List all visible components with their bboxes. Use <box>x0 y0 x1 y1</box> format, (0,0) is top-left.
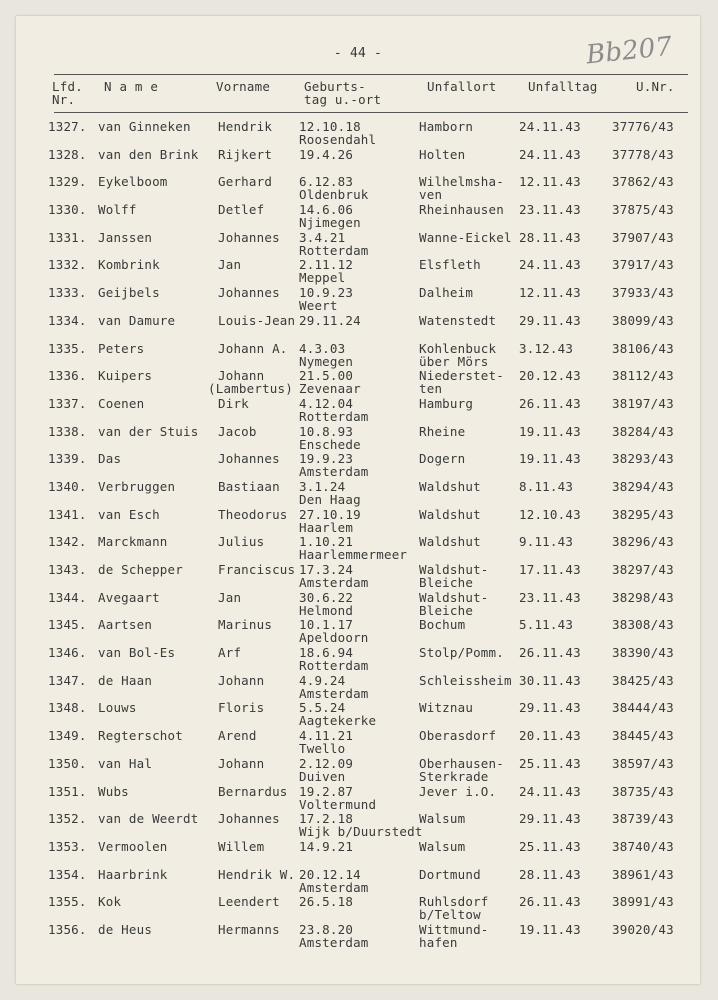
row-name: Coenen <box>98 395 145 411</box>
table-row <box>16 923 700 951</box>
row-unfalltag: 3.12.43 <box>519 340 574 356</box>
row-unr: 38390/43 <box>612 645 674 661</box>
row-vorname: Johann A. <box>218 340 288 356</box>
row-vorname: Hendrik <box>218 119 273 134</box>
table-row <box>16 591 700 619</box>
row-geburt: 5.5.24 Aagtekerke <box>299 700 377 729</box>
row-vorname: Willem <box>218 838 265 854</box>
row-geburt: 29.11.24 <box>299 312 361 328</box>
row-number: 1344. <box>48 589 87 605</box>
row-geburt: 19.9.23 Amsterdam <box>299 451 369 480</box>
row-geburt: 21.5.00 Zevenaar <box>299 368 361 397</box>
row-number: 1343. <box>48 562 87 577</box>
row-unfalltag: 30.11.43 <box>519 672 581 688</box>
row-unr: 38294/43 <box>612 478 674 494</box>
row-vorname: Franciscus <box>218 562 296 577</box>
row-number: 1347. <box>48 672 87 688</box>
row-unr: 37776/43 <box>612 119 674 134</box>
row-unfalltag: 12.10.43 <box>519 506 581 522</box>
row-unr: 38099/43 <box>612 312 674 328</box>
row-unfallort: Jever i.O. <box>419 783 497 799</box>
header-bottom-rule <box>54 112 688 113</box>
row-number: 1335. <box>48 340 87 356</box>
row-vorname: Leendert <box>218 894 280 910</box>
row-name: de Haan <box>98 672 153 688</box>
row-geburt: 12.10.18 Roosendahl <box>299 119 377 147</box>
row-name: van Esch <box>98 506 160 522</box>
row-unfallort: Wilhelmsha- ven <box>419 174 504 203</box>
row-geburt: 6.12.83 Oldenbruk <box>299 174 369 203</box>
row-name: van den Brink <box>98 146 199 162</box>
row-vorname: Jan <box>218 589 242 605</box>
row-unfallort: Dortmund <box>419 866 481 882</box>
header-geburt: Geburts- tag u.-ort <box>304 79 382 107</box>
row-unr: 38961/43 <box>612 866 674 882</box>
row-vorname: Johannes <box>218 811 280 827</box>
row-vorname: Johann <box>218 672 265 688</box>
header-lfd-nr: Lfd. Nr. <box>52 79 83 107</box>
row-unr: 37933/43 <box>612 285 674 301</box>
row-unfallort: Schleissheim <box>419 672 512 688</box>
row-name: Kombrink <box>98 257 160 273</box>
row-name: van der Stuis <box>98 423 199 439</box>
row-unfallort: Rheine <box>419 423 466 439</box>
row-unr: 38425/43 <box>612 672 674 688</box>
row-vorname: Bernardus <box>218 783 288 799</box>
row-unfalltag: 12.11.43 <box>519 285 581 301</box>
row-number: 1328. <box>48 146 87 162</box>
row-unfalltag: 25.11.43 <box>519 838 581 854</box>
row-geburt: 2.12.09 Duiven <box>299 755 354 784</box>
header-unfallort: Unfallort <box>427 79 497 94</box>
row-vorname: Bastiaan <box>218 478 280 494</box>
row-number: 1346. <box>48 645 87 661</box>
row-unfalltag: 26.11.43 <box>519 645 581 661</box>
table-row <box>16 148 700 176</box>
row-unr: 38991/43 <box>612 894 674 910</box>
row-unr: 38597/43 <box>612 755 674 771</box>
row-unfallort: Witznau <box>419 700 474 716</box>
row-number: 1332. <box>48 257 87 273</box>
row-number: 1330. <box>48 202 87 218</box>
row-unfallort: Walsum <box>419 811 466 827</box>
row-geburt: 3.1.24 Den Haag <box>299 478 361 507</box>
row-name: Aartsen <box>98 617 153 633</box>
row-number: 1353. <box>48 838 87 854</box>
row-number: 1331. <box>48 229 87 245</box>
row-unr: 38297/43 <box>612 562 674 577</box>
row-name: van Damure <box>98 312 176 328</box>
row-unfalltag: 24.11.43 <box>519 783 581 799</box>
row-geburt: 4.9.24 Amsterdam <box>299 672 369 701</box>
row-unfalltag: 29.11.43 <box>519 700 581 716</box>
row-unfalltag: 24.11.43 <box>519 146 581 162</box>
row-unfalltag: 8.11.43 <box>519 478 574 494</box>
row-name: Wolff <box>98 202 137 218</box>
row-number: 1339. <box>48 451 87 467</box>
row-unfalltag: 28.11.43 <box>519 229 581 245</box>
row-unfallort: Hamburg <box>419 395 474 411</box>
row-name: Kok <box>98 894 122 910</box>
table-row <box>16 895 700 923</box>
row-geburt: 4.3.03 Nymegen <box>299 340 354 369</box>
row-geburt: 3.4.21 Rotterdam <box>299 229 369 258</box>
row-unr: 37917/43 <box>612 257 674 273</box>
row-unr: 39020/43 <box>612 921 674 937</box>
row-vorname: Hendrik W. <box>218 866 296 882</box>
row-unfallort: Rheinhausen <box>419 202 504 218</box>
table-row <box>16 646 700 674</box>
table-header <box>16 80 700 114</box>
row-unr: 38284/43 <box>612 423 674 439</box>
row-unr: 38740/43 <box>612 838 674 854</box>
row-vorname: Arf <box>218 645 242 661</box>
row-unfallort: Elsfleth <box>419 257 481 273</box>
row-number: 1327. <box>48 119 87 134</box>
row-name: Geijbels <box>98 285 160 301</box>
row-number: 1338. <box>48 423 87 439</box>
row-geburt: 10.8.93 Enschede <box>299 423 361 452</box>
page-number: - 44 - <box>333 46 383 61</box>
row-unr: 38444/43 <box>612 700 674 716</box>
row-vorname: Gerhard <box>218 174 273 190</box>
row-geburt: 17.3.24 Amsterdam <box>299 562 369 590</box>
row-unfallort: Kohlenbuck über Mörs <box>419 340 497 369</box>
row-geburt: 30.6.22 Helmond <box>299 589 354 618</box>
row-number: 1342. <box>48 534 87 550</box>
row-unfallort: Oberasdorf <box>419 728 497 744</box>
row-unfallort: Bochum <box>419 617 466 633</box>
table-row <box>16 508 700 536</box>
row-geburt: 4.11.21 Twello <box>299 728 354 757</box>
row-vorname: Johannes <box>218 229 280 245</box>
row-name: van Bol-Es <box>98 645 176 661</box>
header-unr: U.Nr. <box>636 79 675 94</box>
row-unr: 38296/43 <box>612 534 674 550</box>
row-number: 1334. <box>48 312 87 328</box>
row-unfalltag: 23.11.43 <box>519 589 581 605</box>
row-unfalltag: 26.11.43 <box>519 894 581 910</box>
row-name: van Hal <box>98 755 153 771</box>
row-vorname: Dirk <box>218 395 249 411</box>
row-name: Verbruggen <box>98 478 176 494</box>
table-row <box>16 369 700 397</box>
row-unfallort: Dalheim <box>419 285 474 301</box>
row-vorname: Hermanns <box>218 921 280 937</box>
row-unfallort: Ruhlsdorf b/Teltow <box>419 894 489 923</box>
row-number: 1349. <box>48 728 87 744</box>
row-number: 1329. <box>48 174 87 190</box>
row-unfallort: Hamborn <box>419 119 474 134</box>
row-unfalltag: 24.11.43 <box>519 257 581 273</box>
header-top-rule <box>54 74 688 75</box>
row-name: Wubs <box>98 783 129 799</box>
records-table <box>16 120 700 951</box>
row-name: Eykelboom <box>98 174 168 190</box>
row-unfalltag: 24.11.43 <box>519 119 581 134</box>
row-geburt: 23.8.20 Amsterdam <box>299 921 369 950</box>
table-row <box>16 840 700 868</box>
row-vorname: Arend <box>218 728 257 744</box>
row-geburt: 27.10.19 Haarlem <box>299 506 361 535</box>
row-number: 1355. <box>48 894 87 910</box>
row-name: Das <box>98 451 122 467</box>
row-unfallort: Waldshut- Bleiche <box>419 562 489 590</box>
row-number: 1340. <box>48 478 87 494</box>
row-number: 1333. <box>48 285 87 301</box>
row-unfallort: Wanne-Eickel <box>419 229 512 245</box>
row-unfalltag: 20.12.43 <box>519 368 581 384</box>
table-row <box>16 203 700 231</box>
row-unfalltag: 23.11.43 <box>519 202 581 218</box>
row-vorname: Johannes <box>218 451 280 467</box>
row-unfallort: Wittmund- hafen <box>419 921 489 950</box>
row-name: de Schepper <box>98 562 183 577</box>
table-row <box>16 618 700 646</box>
row-name: Regterschot <box>98 728 183 744</box>
row-unfallort: Waldshut <box>419 506 481 522</box>
document-page <box>16 16 700 984</box>
row-vorname: Louis-Jean <box>218 312 296 328</box>
row-vorname: Julius <box>218 534 265 550</box>
table-row <box>16 342 700 370</box>
row-number: 1337. <box>48 395 87 411</box>
row-unfalltag: 9.11.43 <box>519 534 574 550</box>
row-name: Janssen <box>98 229 153 245</box>
row-vorname: Rijkert <box>218 146 273 162</box>
row-number: 1341. <box>48 506 87 522</box>
row-unfalltag: 26.11.43 <box>519 395 581 411</box>
row-geburt: 18.6.94 Rotterdam <box>299 645 369 674</box>
row-geburt: 4.12.04 Rotterdam <box>299 395 369 424</box>
table-row <box>16 452 700 480</box>
row-number: 1352. <box>48 811 87 827</box>
table-row <box>16 563 700 591</box>
row-unfallort: Holten <box>419 146 466 162</box>
row-number: 1350. <box>48 755 87 771</box>
row-name: Marckmann <box>98 534 168 550</box>
row-number: 1356. <box>48 921 87 937</box>
row-vorname: Theodorus <box>218 506 288 522</box>
row-vorname: Johannes <box>218 285 280 301</box>
row-geburt: 10.9.23 Weert <box>299 285 354 314</box>
row-unr: 37875/43 <box>612 202 674 218</box>
row-unfallort: Watenstedt <box>419 312 497 328</box>
row-unfalltag: 20.11.43 <box>519 728 581 744</box>
row-geburt: 2.11.12 Meppel <box>299 257 354 286</box>
table-row <box>16 757 700 785</box>
table-row <box>16 785 700 813</box>
row-unfallort: Waldshut <box>419 534 481 550</box>
row-vorname: Detlef <box>218 202 265 218</box>
row-name: Avegaart <box>98 589 160 605</box>
table-row <box>16 674 700 702</box>
row-unr: 38308/43 <box>612 617 674 633</box>
row-name: Kuipers <box>98 368 153 384</box>
table-row <box>16 286 700 314</box>
row-name: van Ginneken <box>98 119 191 134</box>
row-geburt: 20.12.14 Amsterdam <box>299 866 369 895</box>
table-row <box>16 812 700 840</box>
row-unr: 38739/43 <box>612 811 674 827</box>
table-row <box>16 397 700 425</box>
header-vorname: Vorname <box>216 79 271 94</box>
table-row <box>16 314 700 342</box>
row-unfallort: Walsum <box>419 838 466 854</box>
row-name: Vermoolen <box>98 838 168 854</box>
row-number: 1351. <box>48 783 87 799</box>
row-unfallort: Waldshut <box>419 478 481 494</box>
row-number: 1348. <box>48 700 87 716</box>
row-unr: 37778/43 <box>612 146 674 162</box>
row-unr: 38197/43 <box>612 395 674 411</box>
table-row <box>16 868 700 896</box>
row-number: 1345. <box>48 617 87 633</box>
row-unr: 38112/43 <box>612 368 674 384</box>
row-unfallort: Dogern <box>419 451 466 467</box>
row-geburt: 10.1.17 Apeldoorn <box>299 617 369 646</box>
table-row <box>16 175 700 203</box>
table-row <box>16 425 700 453</box>
row-geburt: 14.6.06 Njimegen <box>299 202 361 231</box>
row-unfalltag: 17.11.43 <box>519 562 581 577</box>
row-vorname: Marinus <box>218 617 273 633</box>
row-name: van de Weerdt <box>98 811 199 827</box>
table-row <box>16 120 700 148</box>
row-geburt: 26.5.18 <box>299 894 354 910</box>
row-name: de Heus <box>98 921 153 937</box>
row-name: Louws <box>98 700 137 716</box>
row-vorname: Jan <box>218 257 242 273</box>
row-unr: 38445/43 <box>612 728 674 744</box>
row-unfallort: Oberhausen- Sterkrade <box>419 755 504 784</box>
row-unr: 37862/43 <box>612 174 674 190</box>
row-vorname: Johann <box>218 755 265 771</box>
row-unr: 37907/43 <box>612 229 674 245</box>
row-geburt: 14.9.21 <box>299 838 354 854</box>
row-geburt: 17.2.18 Wijk b/Duurstedt <box>299 811 423 840</box>
table-row <box>16 231 700 259</box>
row-unr: 38295/43 <box>612 506 674 522</box>
row-geburt: 1.10.21 Haarlemmermeer <box>299 534 408 563</box>
row-geburt: 19.4.26 <box>299 146 354 162</box>
table-row <box>16 258 700 286</box>
row-unfalltag: 29.11.43 <box>519 811 581 827</box>
row-unfallort: Waldshut- Bleiche <box>419 589 489 618</box>
header-name: N a m e <box>104 79 159 94</box>
row-unfallort: Stolp/Pomm. <box>419 645 504 661</box>
handwritten-stamp: Bb207 <box>584 31 674 71</box>
row-unfalltag: 28.11.43 <box>519 866 581 882</box>
row-unfalltag: 25.11.43 <box>519 755 581 771</box>
row-unfalltag: 19.11.43 <box>519 921 581 937</box>
row-name: Haarbrink <box>98 866 168 882</box>
row-vorname: Floris <box>218 700 265 716</box>
row-unr: 38106/43 <box>612 340 674 356</box>
row-unr: 38735/43 <box>612 783 674 799</box>
table-row <box>16 729 700 757</box>
row-unfalltag: 12.11.43 <box>519 174 581 190</box>
row-unfalltag: 19.11.43 <box>519 451 581 467</box>
row-unr: 38298/43 <box>612 589 674 605</box>
row-vorname: Jacob <box>218 423 257 439</box>
row-number: 1336. <box>48 368 87 384</box>
row-unfalltag: 29.11.43 <box>519 312 581 328</box>
table-row <box>16 535 700 563</box>
row-name: Peters <box>98 340 145 356</box>
header-unfalltag: Unfalltag <box>528 79 598 94</box>
table-row <box>16 480 700 508</box>
row-geburt: 19.2.87 Voltermund <box>299 783 377 812</box>
row-unfalltag: 5.11.43 <box>519 617 574 633</box>
table-row <box>16 701 700 729</box>
row-number: 1354. <box>48 866 87 882</box>
row-unfallort: Niederstet- ten <box>419 368 504 397</box>
row-unfalltag: 19.11.43 <box>519 423 581 439</box>
row-vorname: Johann (Lambertus) <box>208 368 293 397</box>
row-unr: 38293/43 <box>612 451 674 467</box>
